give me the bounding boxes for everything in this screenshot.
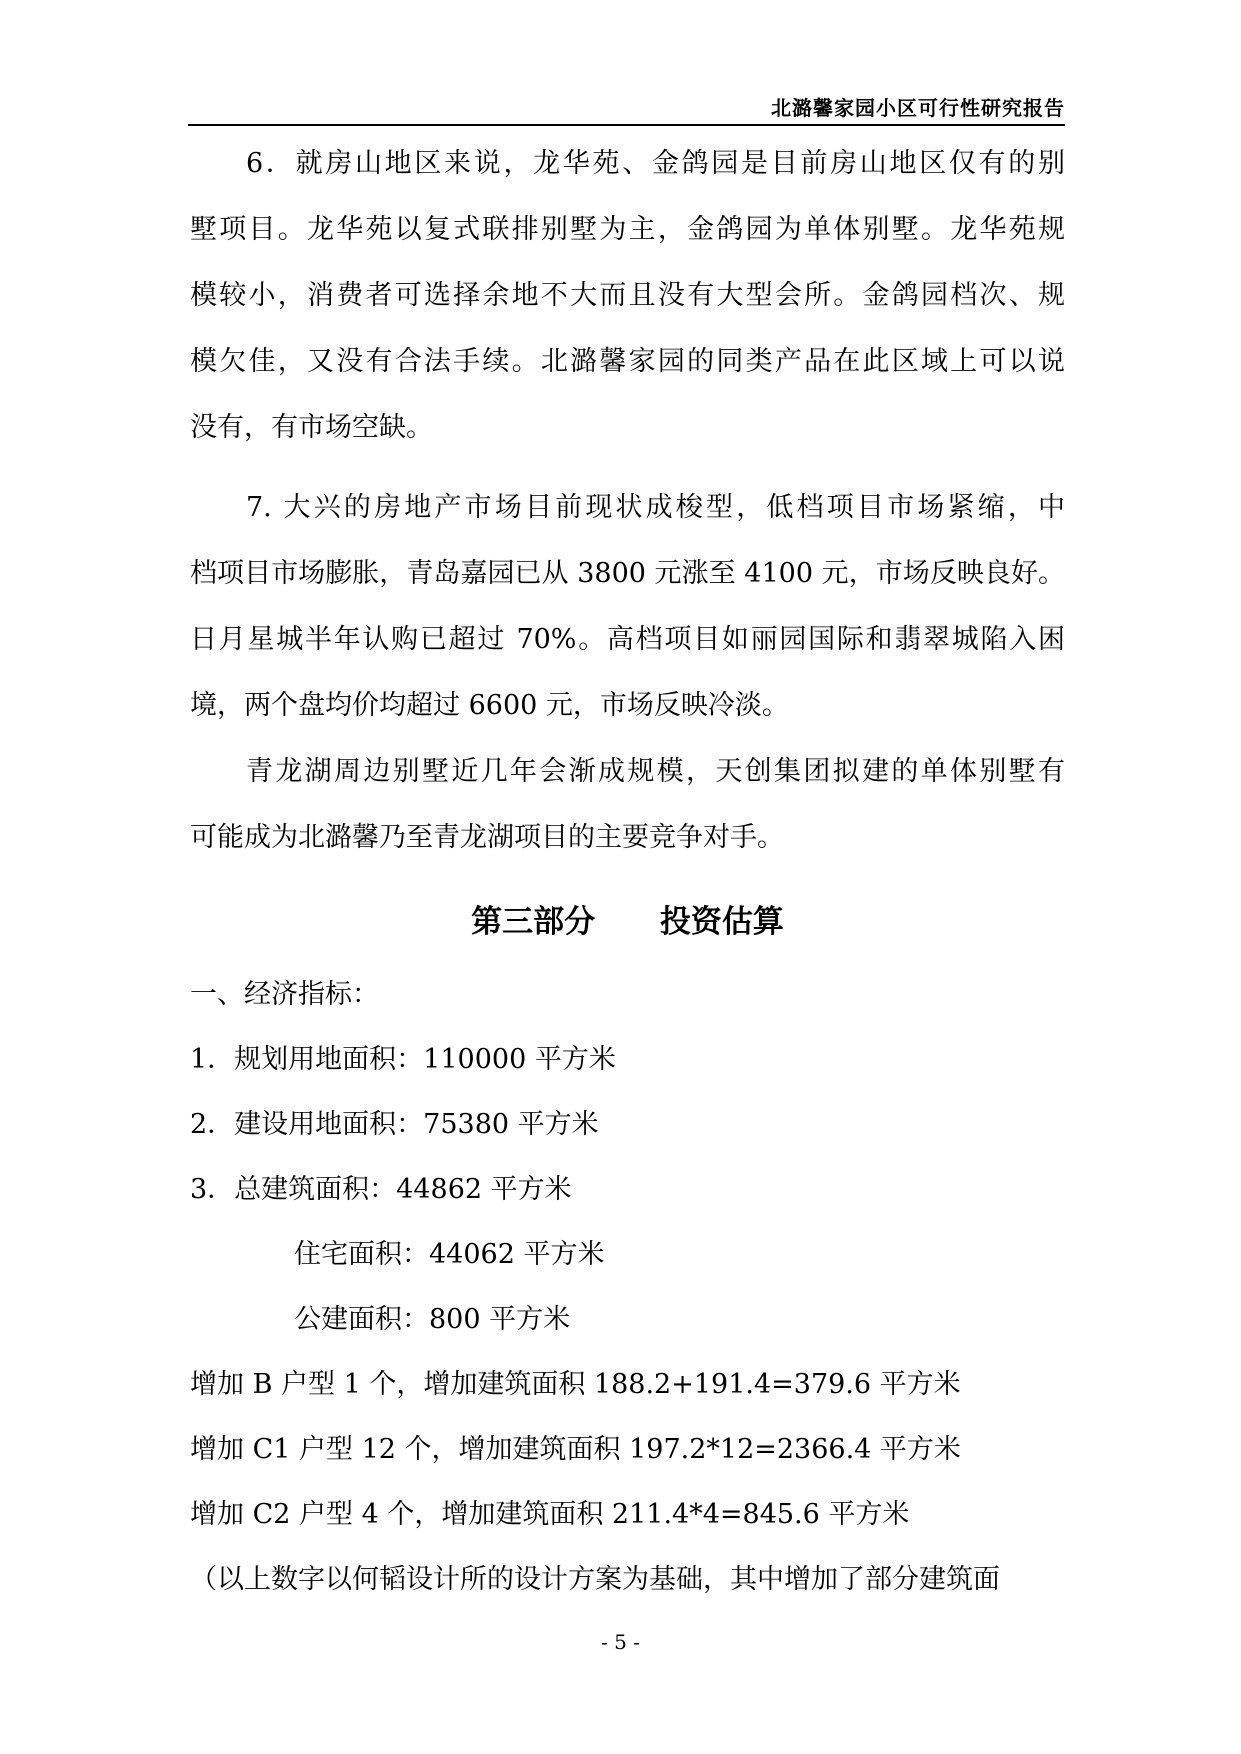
indicators-note: （以上数字以何韬设计所的设计方案为基础，其中增加了部分建筑面 <box>190 1564 1000 1595</box>
header-title: 北潞馨家园小区可行性研究报告 <box>771 96 1065 120</box>
indicator-item: 3．总建筑面积：44862 平方米 <box>190 1174 572 1205</box>
text-line: 模较小，消费者可选择余地不大而且没有大型会所。金鸽园档次、规 <box>190 280 1065 311</box>
text-line: 7. 大兴的房地产市场目前现状成梭型，低档项目市场紧缩，中 <box>246 492 1065 523</box>
addition-item: 增加 C1 户型 12 个，增加建筑面积 197.2*12=2366.4 平方米 <box>190 1434 961 1465</box>
text-line: 境，两个盘均价均超过 6600 元，市场反映冷淡。 <box>190 690 789 721</box>
text-line: 墅项目。龙华苑以复式联排别墅为主，金鸽园为单体别墅。龙华苑规 <box>190 214 1065 245</box>
addition-item: 增加 B 户型 1 个，增加建筑面积 188.2+191.4=379.6 平方米 <box>190 1369 961 1400</box>
text-line: 青龙湖周边别墅近几年会渐成规模，天创集团拟建的单体别墅有 <box>246 756 1065 787</box>
paragraph-daxing <box>190 475 1065 739</box>
addition-item: 增加 C2 户型 4 个，增加建筑面积 211.4*4=845.6 平方米 <box>190 1499 910 1530</box>
indicator-sub-item: 公建面积：800 平方米 <box>294 1304 571 1335</box>
text-line: 6．就房山地区来说，龙华苑、金鸽园是目前房山地区仅有的别 <box>246 148 1065 179</box>
economic-indicators <box>190 962 1070 1612</box>
page-number: - 5 - <box>601 1630 640 1654</box>
text-line: 模欠佳，又没有合法手续。北潞馨家园的同类产品在此区域上可以说 <box>190 346 1065 377</box>
header-rule <box>188 124 1065 126</box>
indicators-heading: 一、经济指标： <box>190 979 379 1010</box>
text-line: 档项目市场膨胀，青岛嘉园已从 3800 元涨至 4100 元，市场反映良好。 <box>190 558 1065 589</box>
paragraph-fangshan <box>190 131 1065 461</box>
text-line: 日月星城半年认购已超过 70%。高档项目如丽园国际和翡翠城陷入困 <box>190 624 1065 655</box>
indicator-item: 2．建设用地面积：75380 平方米 <box>190 1109 599 1140</box>
text-line: 可能成为北潞馨乃至青龙湖项目的主要竞争对手。 <box>190 822 784 853</box>
indicator-sub-item: 住宅面积：44062 平方米 <box>294 1239 605 1270</box>
indicator-item: 1．规划用地面积：110000 平方米 <box>190 1044 616 1075</box>
paragraph-qinglonghu <box>190 739 1065 871</box>
section-title: 第三部分 投资估算 <box>471 904 784 940</box>
text-line: 没有，有市场空缺。 <box>190 412 433 443</box>
